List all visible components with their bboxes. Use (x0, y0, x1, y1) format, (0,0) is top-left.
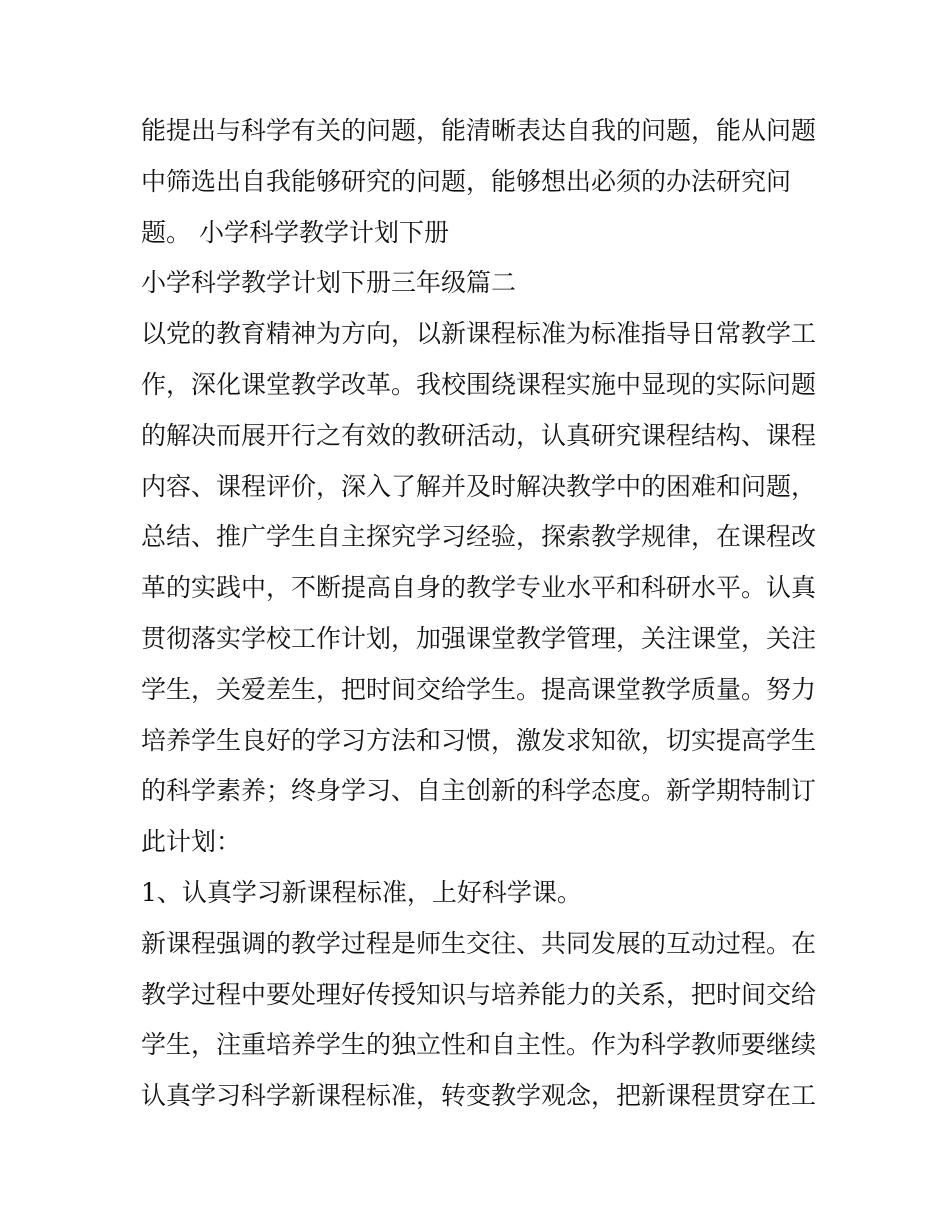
text-line: 以党的教育精神为方向，以新课程标准为标准指导日常教学工 (141, 319, 817, 349)
text-line: 的解决而展开行之有效的教研活动，认真研究课程结构、课程 (141, 420, 817, 450)
section-heading: 小学科学教学计划下册三年级篇二 (141, 268, 517, 298)
text-line: 学生，关爱差生，把时间交给学生。提高课堂教学质量。努力 (141, 674, 817, 704)
text-line: 总结、推广学生自主探究学习经验，探索教学规律，在课程改 (141, 522, 817, 552)
document-body (141, 106, 821, 1122)
text-line: 教学过程中要处理好传授知识与培养能力的关系，把时间交给 (141, 979, 817, 1009)
text-line: 革的实践中，不断提高自身的教学专业水平和科研水平。认真 (141, 573, 817, 603)
text-line: 能提出与科学有关的问题，能清晰表达自我的问题，能从问题 (141, 116, 817, 145)
text-line: 贯彻落实学校工作计划，加强课堂教学管理，关注课堂，关注 (141, 623, 817, 653)
text-line: 此计划： (141, 827, 242, 857)
numbered-heading: 1、认真学习新课程标准，上好科学课。 (141, 877, 582, 907)
text-line: 学生，注重培养学生的独立性和自主性。作为科学教师要继续 (141, 1030, 817, 1060)
text-line: 新课程强调的教学过程是师生交往、共同发展的互动过程。在 (141, 928, 817, 958)
text-line: 认真学习科学新课程标准，转变教学观念，把新课程贯穿在工 (141, 1081, 817, 1111)
text-line: 作，深化课堂教学改革。我校围绕课程实施中显现的实际问题 (141, 369, 817, 399)
text-line: 内容、课程评价，深入了解并及时解决教学中的困难和问题， (141, 471, 817, 501)
text-line: 中筛选出自我能够研究的问题，能够想出必须的办法研究问 (141, 166, 792, 196)
text-line: 的科学素养；终身学习、自主创新的科学态度。新学期特制订 (141, 776, 817, 806)
text-line: 题。 小学科学教学计划下册 (141, 217, 449, 247)
text-line: 培养学生良好的学习方法和习惯，激发求知欲，切实提高学生 (141, 725, 817, 755)
